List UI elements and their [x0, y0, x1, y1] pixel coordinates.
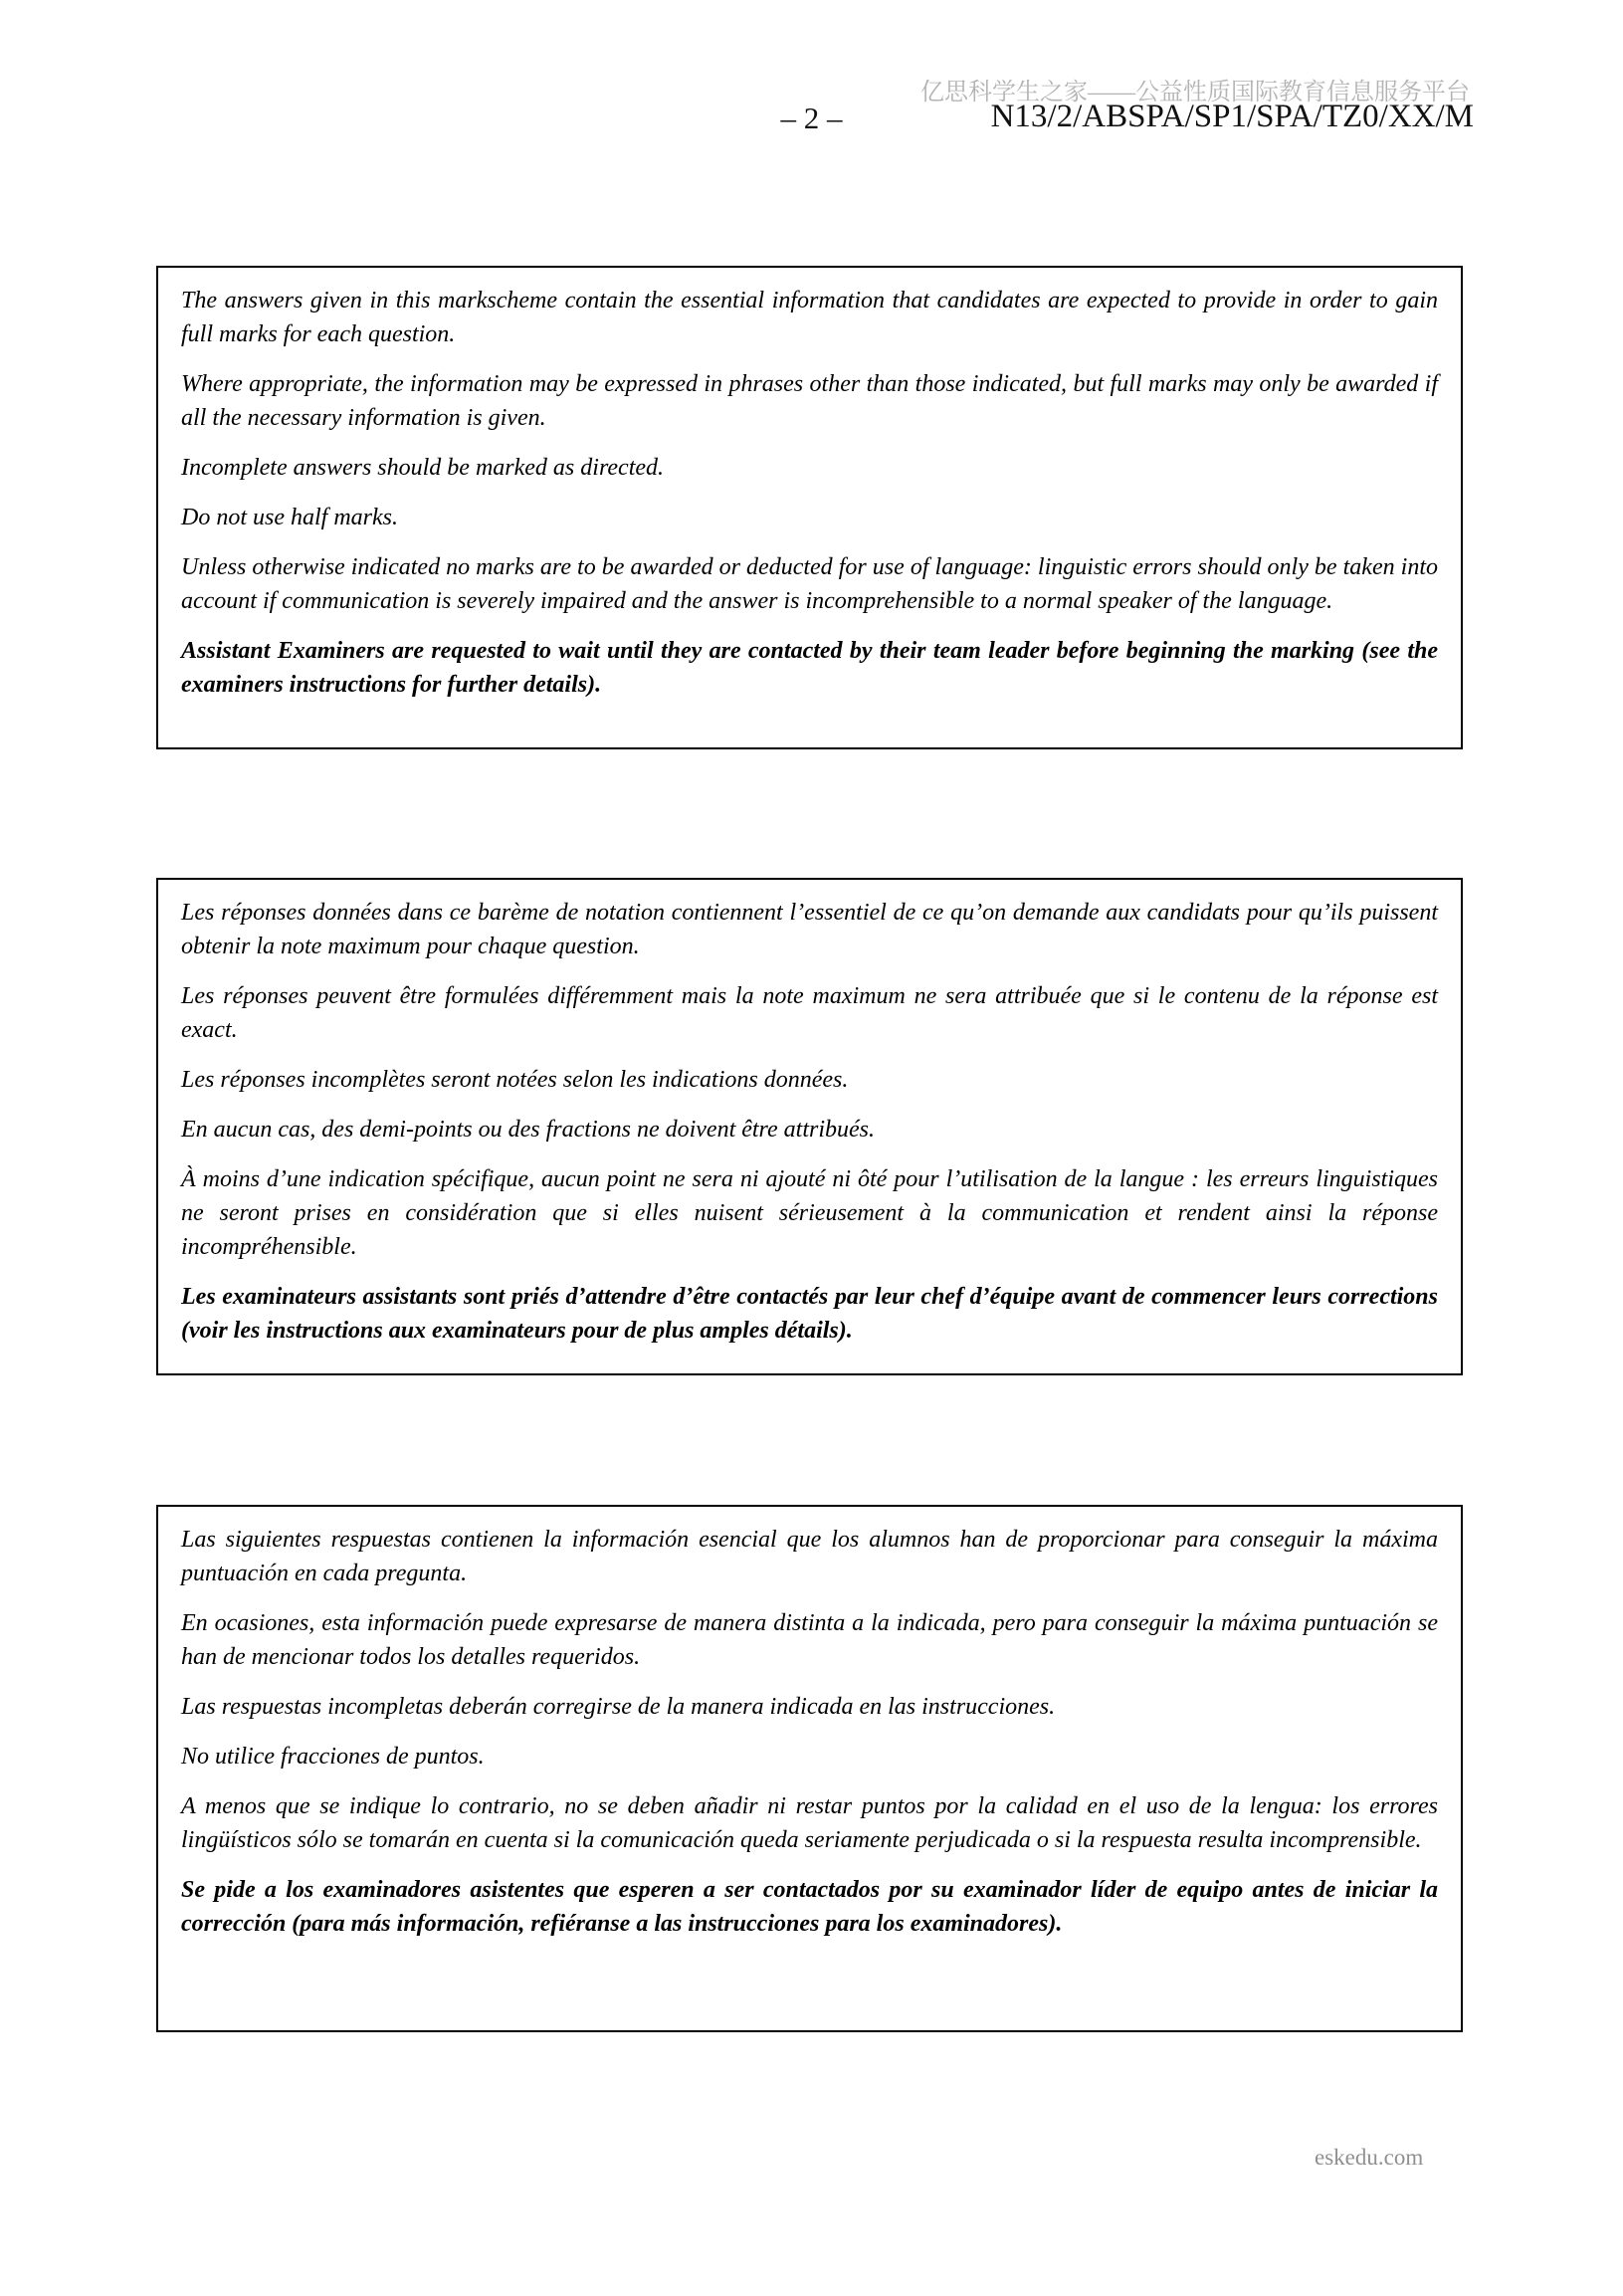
- markscheme-paragraph: Les réponses incomplètes seront notées selon les indications données.: [181, 1067, 849, 1093]
- page-number: – 2 –: [780, 101, 843, 135]
- markscheme-paragraph: A menos que se indique lo contrario, no se deben añadir ni restar puntos por la calidad en el uso de la lengua: los errores lingüísticos sólo se tomarán en cuenta si la comunicación queda seriamente perjudicada o si la respuesta resulta incomprensible.: [181, 1793, 1438, 1853]
- markscheme-paragraph: No utilice fracciones de puntos.: [181, 1744, 485, 1770]
- markscheme-paragraph: Where appropriate, the information may be expressed in phrases other than those indicated, but full marks may only be awarded if all the necessary information is given.: [181, 371, 1438, 431]
- markscheme-paragraph: Do not use half marks.: [181, 505, 398, 530]
- markscheme-paragraph: Las respuestas incompletas deberán corregirse de la manera indicada en las instrucciones.: [181, 1694, 1056, 1720]
- markscheme-paragraph: Unless otherwise indicated no marks are to be awarded or deducted for use of language: linguistic errors should only be taken into account if communication is severely impaired and the answer is incomprehensible to a normal speaker of the language.: [181, 554, 1438, 614]
- markscheme-paragraph-bold: Les examinateurs assistants sont priés d’attendre d’être contactés par leur chef d’équipe avant de commencer leurs corrections (voir les instructions aux examinateurs pour de plus amples détails).: [181, 1284, 1438, 1344]
- markscheme-paragraph: Les réponses données dans ce barème de notation contiennent l’essentiel de ce qu’on demande aux candidats pour qu’ils puissent obtenir la note maximum pour chaque question.: [181, 900, 1438, 959]
- instructions-box-english: [156, 266, 1463, 749]
- markscheme-paragraph: Las siguientes respuestas contienen la información esencial que los alumnos han de proporcionar para conseguir la máxima puntuación en cada pregunta.: [181, 1527, 1438, 1586]
- markscheme-paragraph-bold: Se pide a los examinadores asistentes que esperen a ser contactados por su examinador líder de equipo antes de iniciar la corrección (para más información, refiéranse a las instrucciones para los examinadores).: [181, 1877, 1438, 1937]
- markscheme-paragraph: En ocasiones, esta información puede expresarse de manera distinta a la indicada, pero para conseguir la máxima puntuación se han de mencionar todos los detalles requeridos.: [181, 1610, 1438, 1670]
- instructions-box-french: [156, 878, 1463, 1375]
- watermark-text: 亿思科学生之家——公益性质国际教育信息服务平台: [920, 80, 1470, 105]
- markscheme-paragraph-bold: Assistant Examiners are requested to wait until they are contacted by their team leader before beginning the marking (see the examiners instructions for further details).: [181, 638, 1438, 698]
- markscheme-paragraph: The answers given in this markscheme contain the essential information that candidates are expected to provide in order to gain full marks for each question.: [181, 288, 1438, 347]
- markscheme-paragraph: Incomplete answers should be marked as directed.: [181, 455, 665, 481]
- markscheme-paragraph: À moins d’une indication spécifique, aucun point ne sera ni ajouté ni ôté pour l’utilisation de la langue : les erreurs linguistiques ne seront prises en considération que si elles nuisent sérieusement à la communication et rendent ainsi la réponse incompréhensible.: [181, 1166, 1438, 1260]
- instructions-box-spanish: [156, 1505, 1463, 2032]
- exam-code: N13/2/ABSPA/SP1/SPA/TZ0/XX/M: [990, 99, 1474, 134]
- markscheme-paragraph: Les réponses peuvent être formulées différemment mais la note maximum ne sera attribuée que si le contenu de la réponse est exact.: [181, 983, 1438, 1043]
- markscheme-paragraph: En aucun cas, des demi-points ou des fractions ne doivent être attribués.: [181, 1117, 875, 1143]
- footer-site-label: eskedu.com: [1315, 2145, 1424, 2170]
